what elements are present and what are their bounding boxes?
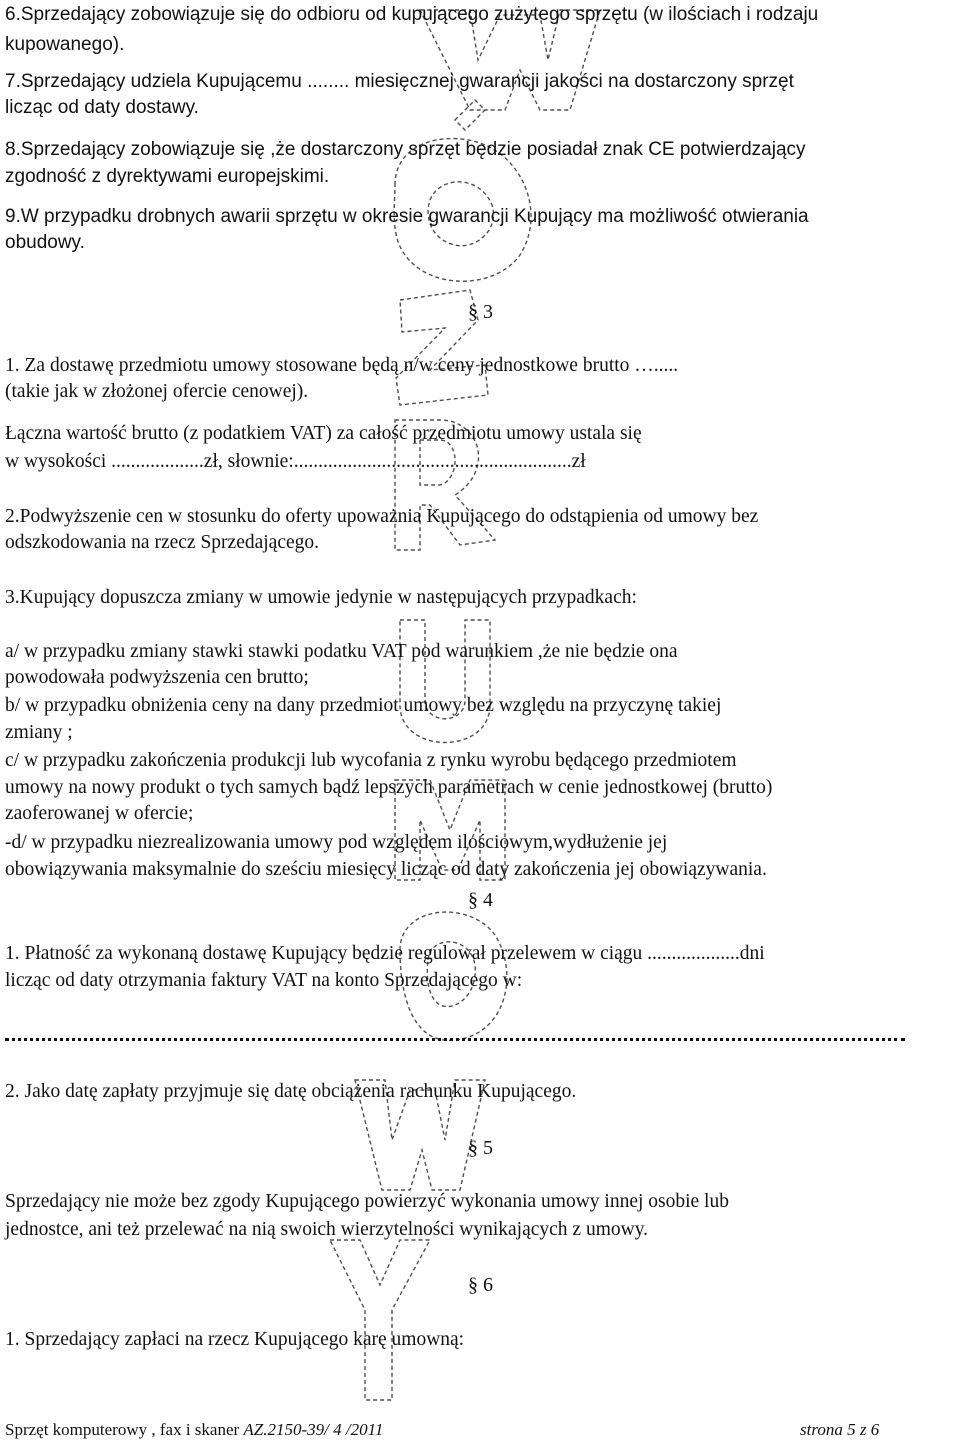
- s3-item-2-line-1: 2.Podwyższenie cen w stosunku do oferty upoważnia Kupującego do odstąpienia od umowy bez: [5, 506, 759, 527]
- footer-left: [5, 1420, 383, 1440]
- total-value-line-1: Łączna wartość brutto (z podatkiem VAT) za całość przedmiotu umowy ustala się: [5, 423, 642, 444]
- section-5-heading: § 5: [468, 1137, 493, 1159]
- s5-line-1: Sprzedający nie może bez zgody Kupującego powierzyć wykonania umowy innej osobie lub: [5, 1191, 729, 1212]
- s5-line-2: jednostce, ani też przelewać na nią swoich wierzytelności wynikających z umowy.: [5, 1219, 649, 1240]
- s3-item-3: 3.Kupujący dopuszcza zmiany w umowie jedynie w następujących przypadkach:: [5, 587, 637, 608]
- s4-item-1-line-2: licząc od daty otrzymania faktury VAT na konto Sprzedającego w:: [5, 970, 523, 991]
- s6-item-1: 1. Sprzedający zapłaci na rzecz Kupującego karę umowną:: [5, 1329, 465, 1350]
- section-6-heading: § 6: [468, 1274, 493, 1296]
- section-3-heading: § 3: [468, 301, 493, 323]
- account-number-dotted-line: [5, 1030, 905, 1041]
- case-d-line-2: obowiązywania maksymalnie do sześciu miesięcy licząc od daty zakończenia jej obowiązywania.: [5, 859, 767, 880]
- footer-title: Sprzęt komputerowy , fax i skaner: [5, 1420, 244, 1439]
- clause-7-line-2: licząc od daty dostawy.: [5, 97, 199, 118]
- total-value-line-2: w wysokości ...................zł, słownie:.........................................................zł: [5, 451, 586, 472]
- case-c-line-1: c/ w przypadku zakończenia produkcji lub wycofania z rynku wyrobu będącego przedmiotem: [5, 750, 737, 771]
- case-a-line-1: a/ w przypadku zmiany stawki stawki podatku VAT pod warunkiem ,że nie będzie ona: [5, 641, 678, 662]
- s3-item-1-line-1: 1. Za dostawę przedmiotu umowy stosowane będą n/w ceny jednostkowe brutto ….....: [5, 355, 679, 376]
- clause-6-line-2: kupowanego).: [5, 34, 125, 55]
- s4-item-2: 2. Jako datę zapłaty przyjmuje się datę obciążenia rachunku Kupującego.: [5, 1081, 577, 1102]
- case-c-line-2: umowy na nowy produkt o tych samych bądź lepszych parametrach w cenie jednostkowej (brutto): [5, 777, 773, 798]
- case-c-line-3: zaoferowanej w ofercie;: [5, 803, 194, 824]
- clause-6-line-1: 6.Sprzedający zobowiązuje się do odbioru od kupującego zużytego sprzętu (w ilościach i rodzaju: [5, 4, 819, 25]
- footer-page-number: strona 5 z 6: [800, 1420, 880, 1439]
- s3-item-1-line-2: (takie jak w złożonej ofercie cenowej).: [5, 381, 309, 402]
- clause-8-line-1: 8.Sprzedający zobowiązuje się ,że dostarczony sprzęt będzie posiadał znak CE potwierdzający: [5, 139, 806, 160]
- clause-9-line-2: obudowy.: [5, 232, 85, 253]
- case-b-line-2: zmiany ;: [5, 722, 73, 743]
- footer-reference: AZ.2150-39/ 4 /2011: [243, 1420, 384, 1439]
- s4-item-1-line-1: 1. Płatność za wykonaną dostawę Kupujący będzie regulował przelewem w ciągu ...................dni: [5, 943, 765, 964]
- clause-8-line-2: zgodność z dyrektywami europejskimi.: [5, 166, 330, 187]
- clause-7-line-1: 7.Sprzedający udziela Kupującemu ........ miesięcznej gwarancji jakości na dostarczony sprzęt: [5, 71, 794, 92]
- case-b-line-1: b/ w przypadku obniżenia ceny na dany przedmiot umowy bez względu na przyczynę takiej: [5, 695, 722, 716]
- case-d-line-1: -d/ w przypadku niezrealizowania umowy pod względem ilościowym,wydłużenie jej: [5, 832, 668, 853]
- clause-9-line-1: 9.W przypadku drobnych awarii sprzętu w okresie gwarancji Kupujący ma możliwość otwierania: [5, 206, 809, 227]
- section-4-heading: § 4: [468, 889, 493, 911]
- s3-item-2-line-2: odszkodowania na rzecz Sprzedającego.: [5, 532, 320, 553]
- case-a-line-2: powodowała podwyższenia cen brutto;: [5, 667, 309, 688]
